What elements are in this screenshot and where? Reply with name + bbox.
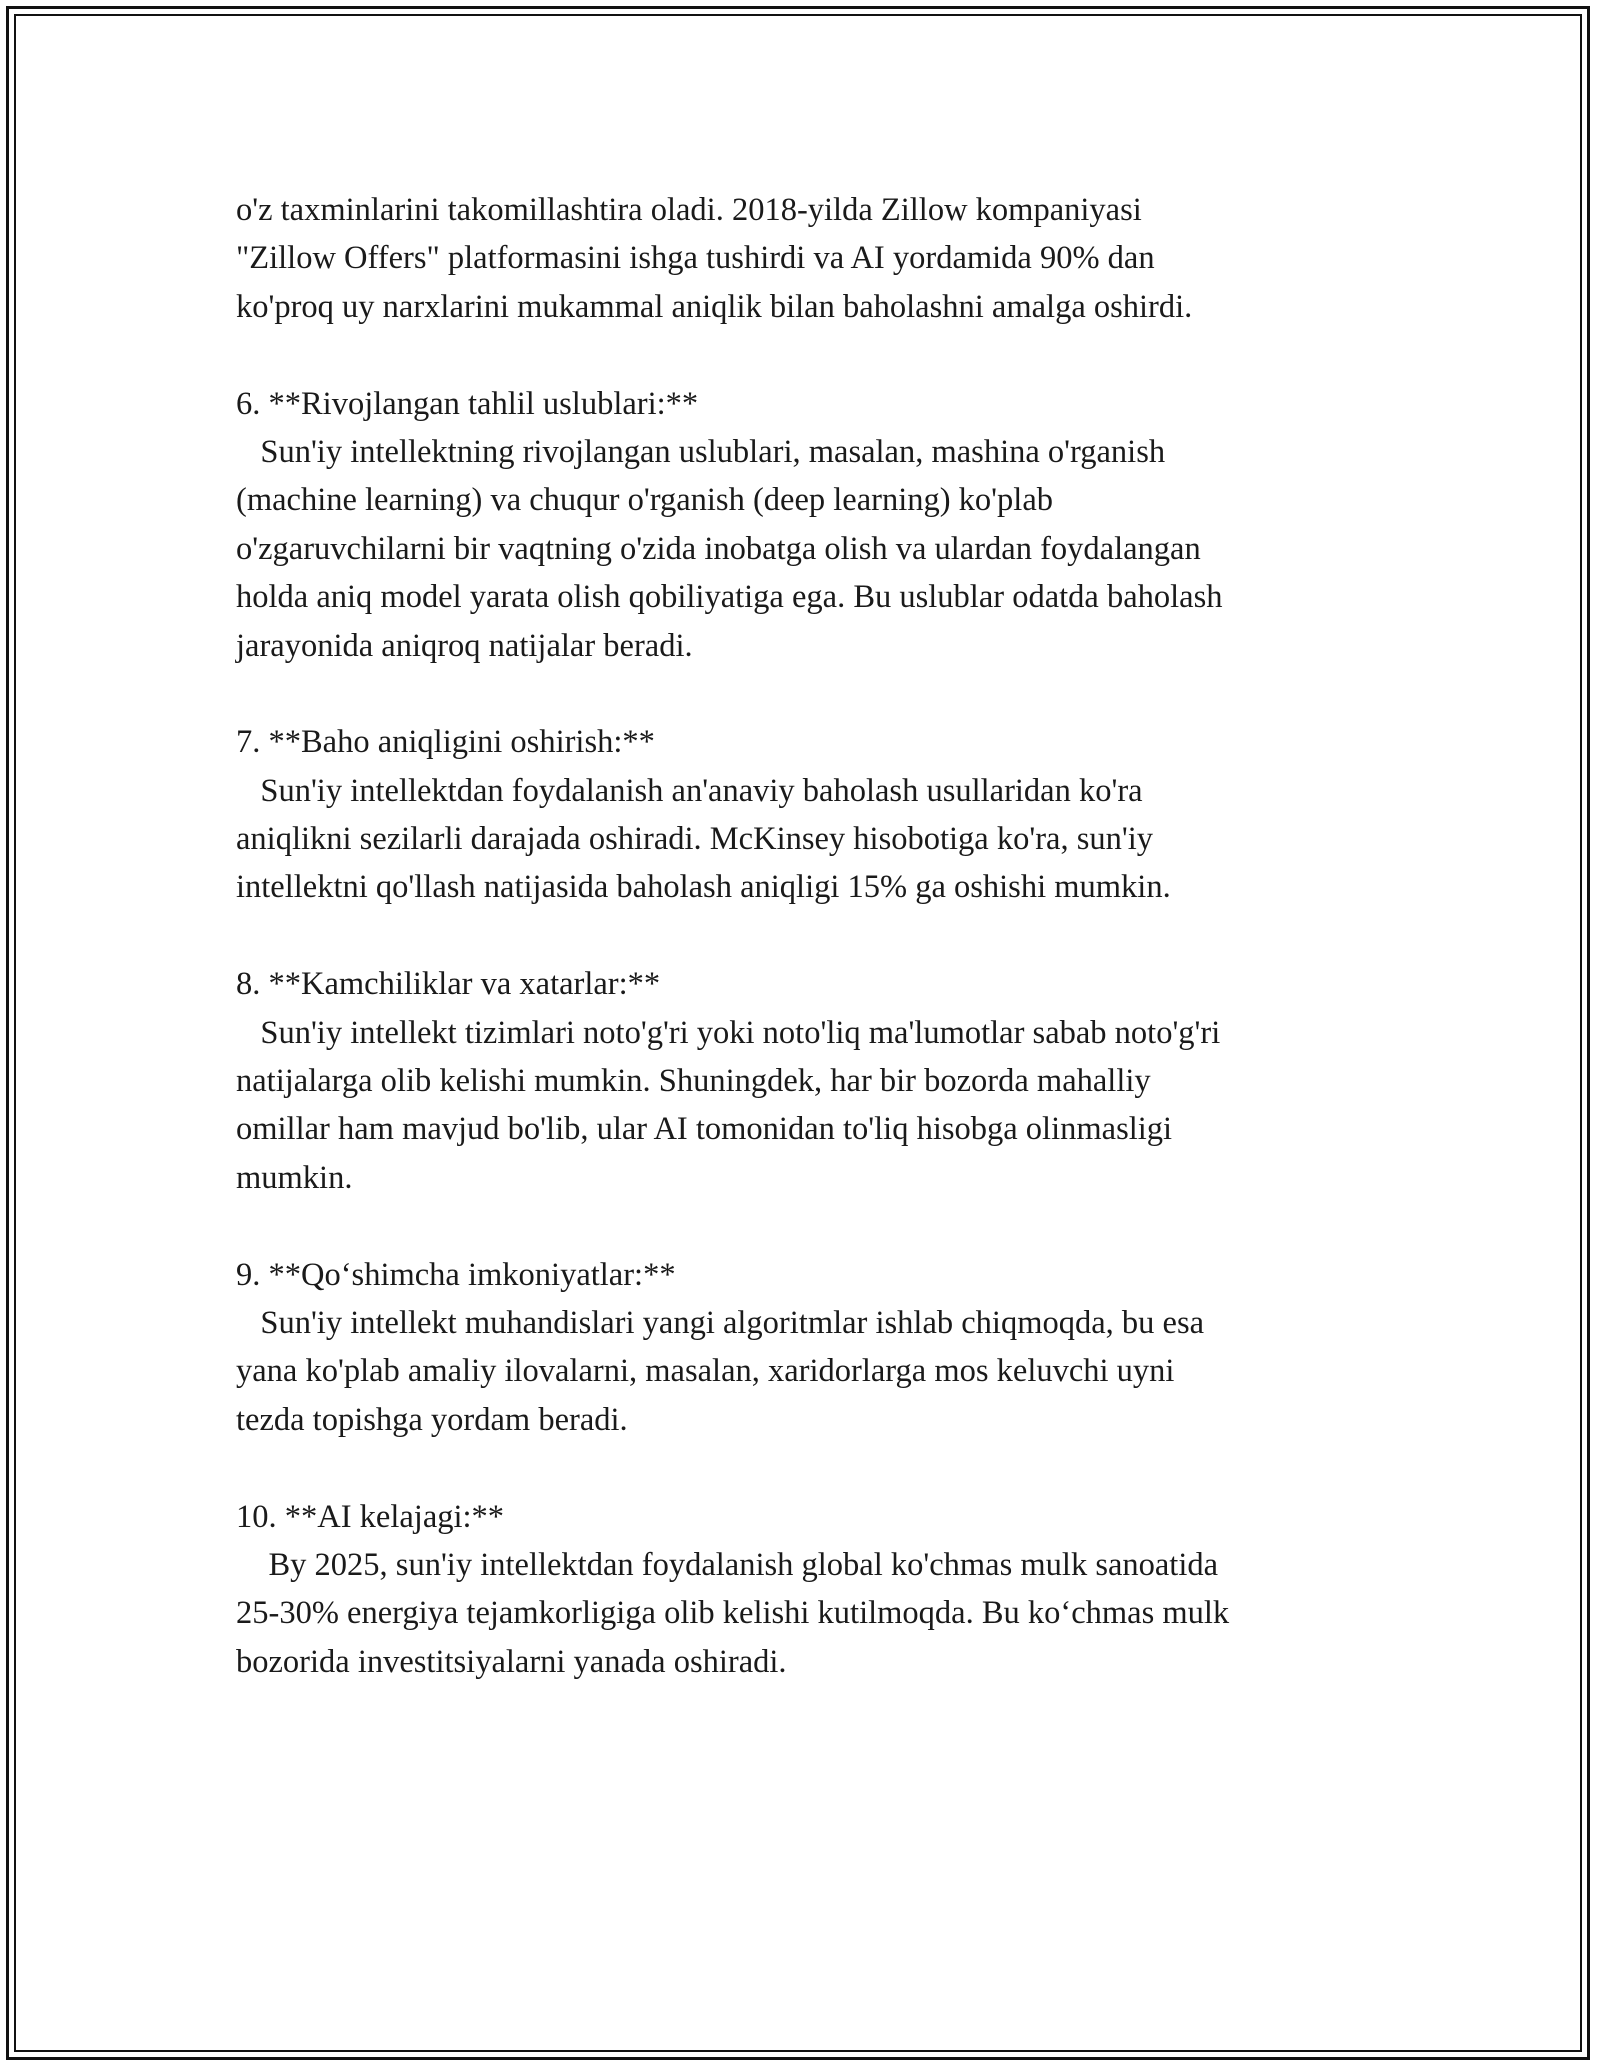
text-line: Sun'iy intellekt tizimlari noto'g'ri yoki noto'liq ma'lumotlar sabab noto'g'ri	[236, 1014, 1221, 1051]
text-line: By 2025, sun'iy intellektdan foydalanish global ko'chmas mulk sanoatida	[236, 1546, 1219, 1583]
section-heading: 6. **Rivojlangan tahlil uslublari:**	[236, 385, 699, 422]
text-line: "Zillow Offers" platformasini ishga tushirdi va AI yordamida 90% dan	[236, 240, 1155, 277]
text-line: o'zgaruvchilarni bir vaqtning o'zida inobatga olish va ulardan foydalangan	[236, 530, 1201, 567]
section-7	[236, 718, 1386, 912]
section-6	[236, 380, 1386, 670]
text-line: aniqlikni sezilarli darajada oshiradi. McKinsey hisobotiga ko'ra, sun'iy	[236, 821, 1153, 858]
section-heading: 8. **Kamchiliklar va xatarlar:**	[236, 966, 661, 1003]
section-10	[236, 1493, 1386, 1687]
text-line: tezda topishga yordam beradi.	[236, 1401, 628, 1438]
text-line: holda aniq model yarata olish qobiliyatiga ega. Bu uslublar odatda baholash	[236, 579, 1223, 616]
text-line: bozorida investitsiyalarni yanada oshiradi.	[236, 1643, 787, 1680]
text-line: Sun'iy intellektdan foydalanish an'anaviy baholash usullaridan ko'ra	[236, 772, 1143, 809]
text-line: mumkin.	[236, 1159, 353, 1196]
text-line: (machine learning) va chuqur o'rganish (deep learning) ko'plab	[236, 482, 1053, 519]
section-heading: 10. **AI kelajagi:**	[236, 1498, 505, 1535]
text-line: Sun'iy intellektning rivojlangan uslublari, masalan, mashina o'rganish	[236, 433, 1166, 470]
text-line: intellektni qo'llash natijasida baholash aniqligi 15% ga oshishi mumkin.	[236, 869, 1171, 906]
text-line: o'z taxminlarini takomillashtira oladi. 2018-yilda Zillow kompaniyasi	[236, 192, 1142, 228]
document-page	[236, 186, 1386, 1735]
intro-paragraph	[236, 186, 1386, 331]
section-8	[236, 960, 1386, 1202]
text-line: Sun'iy intellekt muhandislari yangi algoritmlar ishlab chiqmoqda, bu esa	[236, 1304, 1205, 1341]
text-line: natijalarga olib kelishi mumkin. Shuningdek, har bir bozorda mahalliy	[236, 1063, 1151, 1100]
text-line: omillar ham mavjud bo'lib, ular AI tomonidan to'liq hisobga olinmasligi	[236, 1111, 1173, 1148]
section-heading: 7. **Baho aniqligini oshirish:**	[236, 724, 655, 761]
text-line: jarayonida aniqroq natijalar beradi.	[236, 627, 693, 664]
text-line: yana ko'plab amaliy ilovalarni, masalan, xaridorlarga mos keluvchi uyni	[236, 1353, 1175, 1390]
section-heading: 9. **Qo‘shimcha imkoniyatlar:**	[236, 1256, 676, 1293]
text-line: 25-30% energiya tejamkorligiga olib kelishi kutilmoqda. Bu ko‘chmas mulk	[236, 1595, 1230, 1632]
section-9	[236, 1251, 1386, 1445]
text-line: ko'proq uy narxlarini mukammal aniqlik bilan baholashni amalga oshirdi.	[236, 288, 1193, 325]
